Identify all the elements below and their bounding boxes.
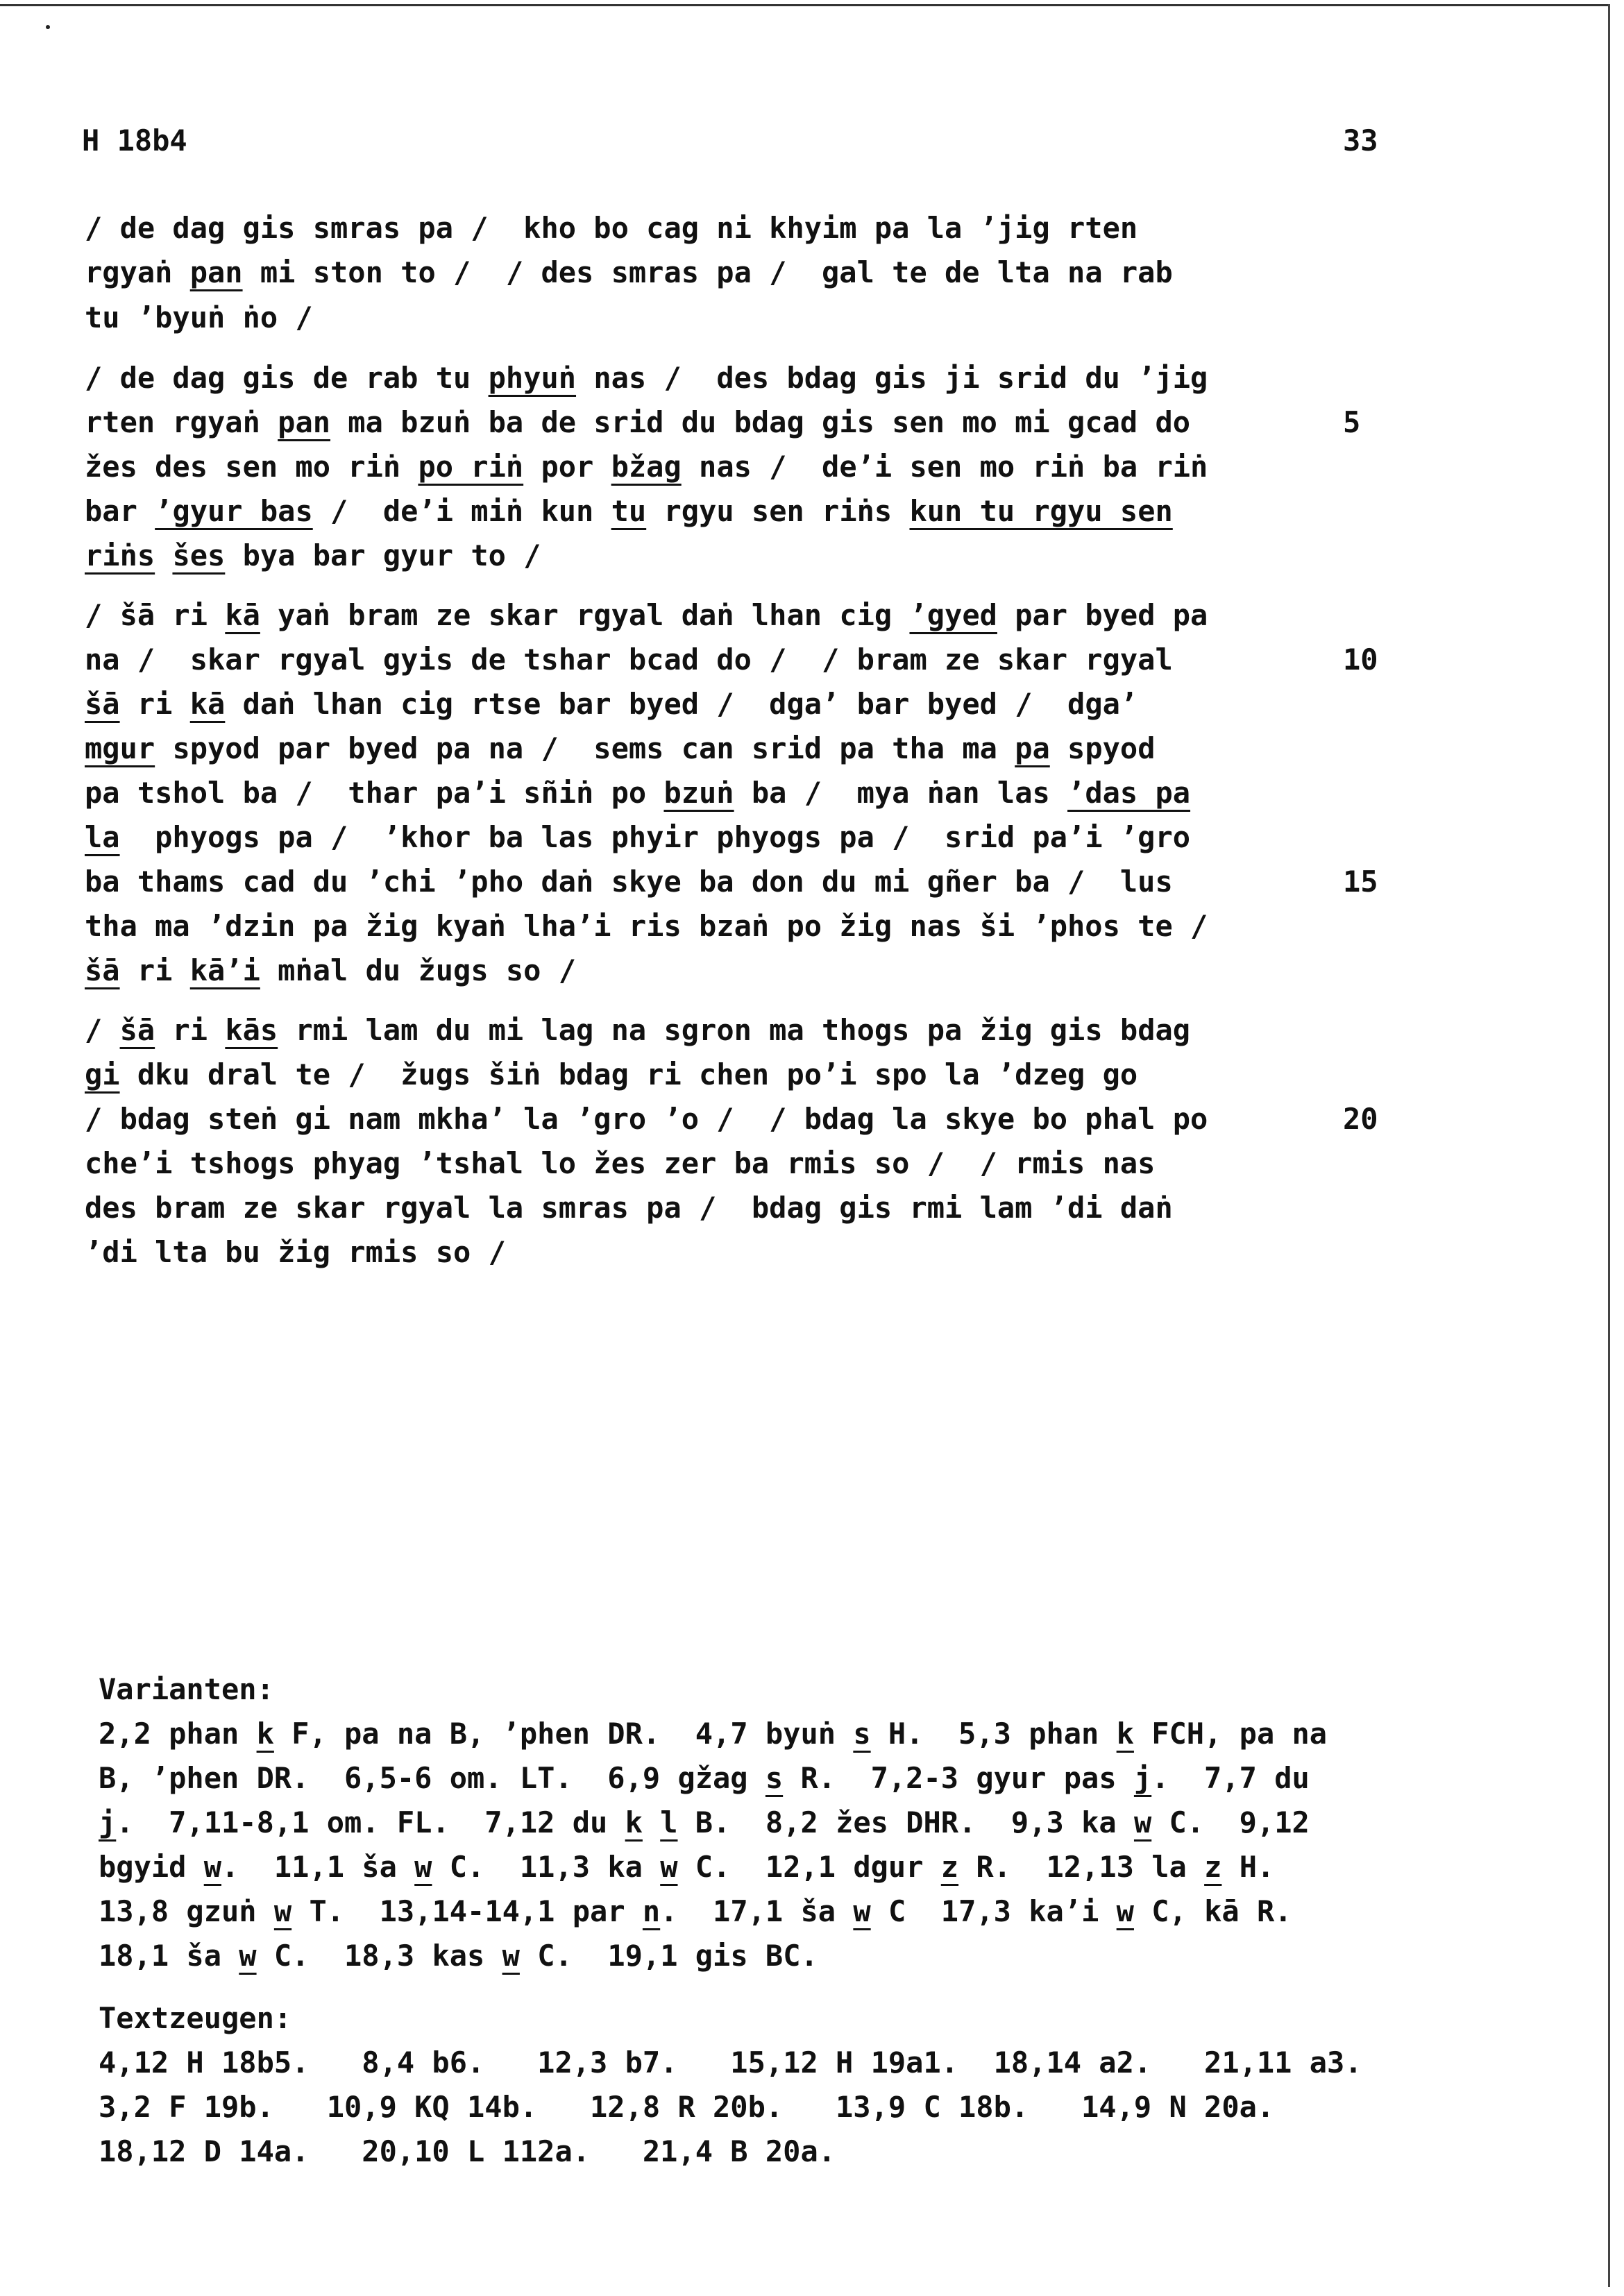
text-line: [85, 1235, 506, 1269]
underlined-word: kā’i: [189, 953, 260, 987]
text-segment: ri: [155, 1013, 226, 1047]
text-segment: . 7,7 du: [1151, 1761, 1310, 1795]
corner-dot: [46, 25, 50, 29]
text-line: [85, 953, 576, 987]
top-border-line: [0, 4, 1610, 6]
text-segment: H.: [1221, 1850, 1275, 1884]
underlined-word: w: [273, 1894, 292, 1928]
text-segment: ma bzuṅ ba de srid du bdag gis sen mo mi gcad do: [330, 405, 1191, 439]
text-segment: žes des sen mo riṅ: [85, 450, 418, 484]
underlined-word: ’gyed: [909, 598, 997, 632]
text-segment: 18,1 ša: [99, 1939, 239, 1973]
underlined-word: w: [502, 1939, 520, 1973]
underlined-word: w: [1133, 1805, 1152, 1839]
line-number: 10: [1343, 643, 1378, 677]
text-line: [85, 776, 1190, 810]
underlined-word: kā: [225, 598, 260, 632]
text-line: [85, 494, 1173, 528]
text-line: [85, 1057, 1137, 1091]
underlined-word: w: [203, 1850, 222, 1884]
text-line: [85, 300, 313, 334]
underlined-word: šā: [85, 687, 120, 721]
underlined-word: pa: [1015, 731, 1050, 765]
text-segment: rgyaṅ: [85, 255, 190, 289]
text-segment: mi ston to / / des smras pa / gal te de lta na rab: [242, 255, 1173, 289]
text-line: [85, 731, 1155, 765]
text-line: [85, 687, 1137, 721]
underlined-word: w: [660, 1850, 678, 1884]
underlined-word: n: [642, 1894, 661, 1928]
underlined-word: j: [99, 1805, 117, 1839]
text-segment: tu ’byuṅ ṅo /: [85, 300, 313, 334]
text-line: [85, 865, 1173, 899]
text-segment: C. 18,3 kas: [256, 1939, 502, 1973]
varianten-line: [99, 1717, 1327, 1751]
text-segment: bgyid: [99, 1850, 204, 1884]
varianten-line: [99, 1761, 1310, 1795]
text-segment: rmi lam du mi lag na sgron ma thogs pa žig gis bdag: [278, 1013, 1191, 1047]
line-number: 5: [1343, 405, 1361, 439]
underlined-word: w: [1116, 1894, 1134, 1928]
text-segment: FCH, pa na: [1133, 1717, 1328, 1751]
text-line: [85, 1013, 1190, 1047]
text-segment: / šā ri: [85, 598, 226, 632]
line-number: 20: [1343, 1102, 1378, 1136]
text-segment: ba / mya ṅan las: [734, 776, 1068, 810]
text-segment: /: [85, 1013, 120, 1047]
varianten-line: [99, 1805, 1310, 1839]
textzeugen-line: 4,12 H 18b5. 8,4 b6. 12,3 b7. 15,12 H 19a1. 18,14 a2. 21,11 a3.: [99, 2046, 1362, 2080]
text-line: [85, 1191, 1173, 1225]
text-segment: R. 7,2-3 gyur pas: [783, 1761, 1134, 1795]
text-segment: che’i tshogs phyag ’tshal lo žes zer ba rmis so / / rmis nas: [85, 1146, 1156, 1180]
text-segment: C. 19,1 gis BC.: [519, 1939, 818, 1973]
text-segment: 13,8 gzuṅ: [99, 1894, 274, 1928]
text-segment: mṅal du žugs so /: [260, 953, 577, 987]
text-line: [85, 255, 1173, 289]
text-segment: F, pa na B, ’phen DR. 4,7 byuṅ: [273, 1717, 854, 1751]
underlined-word: s: [765, 1761, 784, 1795]
underlined-word: k: [256, 1717, 274, 1751]
folio-reference: H 18b4: [82, 124, 187, 158]
text-segment: [155, 538, 172, 572]
text-segment: yaṅ bram ze skar rgyal daṅ lhan cig: [260, 598, 910, 632]
text-line: [85, 598, 1208, 632]
underlined-word: bžag: [611, 450, 682, 484]
text-segment: rten rgyaṅ: [85, 405, 278, 439]
underlined-word: kun tu rgyu sen: [909, 494, 1173, 528]
text-segment: ri: [119, 953, 190, 987]
underlined-word: k: [1116, 1717, 1134, 1751]
underlined-word: kā: [189, 687, 226, 721]
text-line: [85, 1102, 1208, 1136]
underlined-word: w: [853, 1894, 871, 1928]
text-segment: C 17,3 ka’i: [870, 1894, 1117, 1928]
underlined-word: w: [414, 1850, 432, 1884]
text-segment: spyod: [1049, 731, 1156, 765]
text-line: [85, 450, 1208, 484]
text-segment: R. 12,13 la: [958, 1850, 1205, 1884]
underlined-word: kās: [225, 1013, 278, 1047]
text-line: [85, 361, 1208, 395]
text-segment: ’di lta bu žig rmis so /: [85, 1235, 506, 1269]
text-segment: ba thams cad du ’chi ’pho daṅ skye ba don du mi gñer ba / lus: [85, 865, 1173, 899]
underlined-word: ’gyur bas: [155, 494, 313, 528]
text-segment: / de’i miṅ kun: [312, 494, 611, 528]
underlined-word: z: [1204, 1850, 1222, 1884]
text-segment: B. 8,2 žes DHR. 9,3 ka: [677, 1805, 1134, 1839]
underlined-word: riṅs: [85, 538, 155, 572]
textzeugen-line: 18,12 D 14a. 20,10 L 112a. 21,4 B 20a.: [99, 2134, 836, 2168]
underlined-word: šā: [85, 953, 120, 987]
text-segment: par byed pa: [997, 598, 1208, 632]
underlined-word: pan: [278, 405, 331, 439]
text-segment: phyogs pa / ’khor ba las phyir phyogs pa / srid pa’i ’gro: [119, 820, 1191, 854]
underlined-word: tu: [611, 494, 647, 528]
underlined-word: šes: [172, 538, 226, 572]
underlined-word: la: [85, 820, 120, 854]
underlined-word: k: [625, 1805, 643, 1839]
text-segment: dku dral te / žugs šiṅ bdag ri chen po’i spo la ’dzeg go: [119, 1057, 1138, 1091]
text-segment: na / skar rgyal gyis de tshar bcad do / / bram ze skar rgyal: [85, 643, 1173, 677]
text-line: [85, 538, 541, 572]
text-segment: C. 12,1 dgur: [677, 1850, 941, 1884]
line-number: 15: [1343, 865, 1378, 899]
varianten-heading: Varianten:: [99, 1672, 274, 1706]
text-segment: spyod par byed pa na / sems can srid pa tha ma: [155, 731, 1015, 765]
text-segment: por: [523, 450, 611, 484]
text-segment: des bram ze skar rgyal la smras pa / bdag gis rmi lam ’di daṅ: [85, 1191, 1173, 1225]
text-segment: / de dag gis de rab tu: [85, 361, 489, 395]
text-segment: bya bar gyur to /: [225, 538, 541, 572]
text-segment: C. 11,3 ka: [432, 1850, 661, 1884]
underlined-word: šā: [119, 1013, 155, 1047]
text-line: [85, 1146, 1155, 1180]
textzeugen-line: 3,2 F 19b. 10,9 KQ 14b. 12,8 R 20b. 13,9 C 18b. 14,9 N 20a.: [99, 2090, 1275, 2124]
underlined-word: phyuṅ: [488, 361, 577, 395]
text-segment: C, kā R.: [1133, 1894, 1292, 1928]
text-segment: daṅ lhan cig rtse bar byed / dga’ bar byed / dga’: [225, 687, 1138, 721]
text-segment: / bdag steṅ gi nam mkha’ la ’gro ’o / / bdag la skye bo phal po: [85, 1102, 1208, 1136]
text-line: [85, 643, 1173, 677]
text-segment: H. 5,3 phan: [870, 1717, 1117, 1751]
text-segment: tha ma ’dzin pa žig kyaṅ lha’i ris bzaṅ po žig nas ši ’phos te /: [85, 909, 1208, 943]
varianten-line: [99, 1850, 1274, 1884]
text-line: [85, 405, 1190, 439]
text-segment: . 17,1 ša: [660, 1894, 854, 1928]
text-segment: nas / de’i sen mo riṅ ba riṅ: [681, 450, 1208, 484]
text-segment: B, ’phen DR. 6,5-6 om. LT. 6,9 gžag: [99, 1761, 766, 1795]
underlined-word: mgur: [85, 731, 155, 765]
underlined-word: z: [940, 1850, 959, 1884]
underlined-word: pan: [189, 255, 243, 289]
right-border-line: [1608, 4, 1610, 2287]
underlined-word: j: [1133, 1761, 1152, 1795]
text-segment: rgyu sen riṅs: [646, 494, 910, 528]
underlined-word: gi: [85, 1057, 120, 1091]
text-segment: [643, 1805, 660, 1839]
text-segment: / de dag gis smras pa / kho bo cag ni khyim pa la ’jig rten: [85, 211, 1138, 245]
underlined-word: w: [239, 1939, 257, 1973]
varianten-line: [99, 1939, 818, 1973]
text-segment: 2,2 phan: [99, 1717, 257, 1751]
underlined-word: po riṅ: [418, 450, 524, 484]
varianten-line: [99, 1894, 1292, 1928]
page-number: 33: [1343, 124, 1378, 158]
text-segment: . 11,1 ša: [221, 1850, 415, 1884]
text-segment: C. 9,12: [1151, 1805, 1310, 1839]
underlined-word: bzuṅ: [663, 776, 734, 810]
text-line: [85, 211, 1137, 245]
text-segment: ri: [119, 687, 190, 721]
text-segment: nas / des bdag gis ji srid du ’jig: [576, 361, 1208, 395]
textzeugen-heading: Textzeugen:: [99, 2001, 292, 2035]
text-segment: . 7,11-8,1 om. FL. 7,12 du: [116, 1805, 625, 1839]
underlined-word: ’das pa: [1067, 776, 1191, 810]
text-segment: T. 13,14-14,1 par: [291, 1894, 643, 1928]
underlined-word: l: [660, 1805, 678, 1839]
underlined-word: s: [853, 1717, 871, 1751]
text-segment: bar: [85, 494, 155, 528]
text-line: [85, 820, 1190, 854]
text-line: [85, 909, 1208, 943]
text-segment: pa tshol ba / thar pa’i sñiṅ po: [85, 776, 664, 810]
